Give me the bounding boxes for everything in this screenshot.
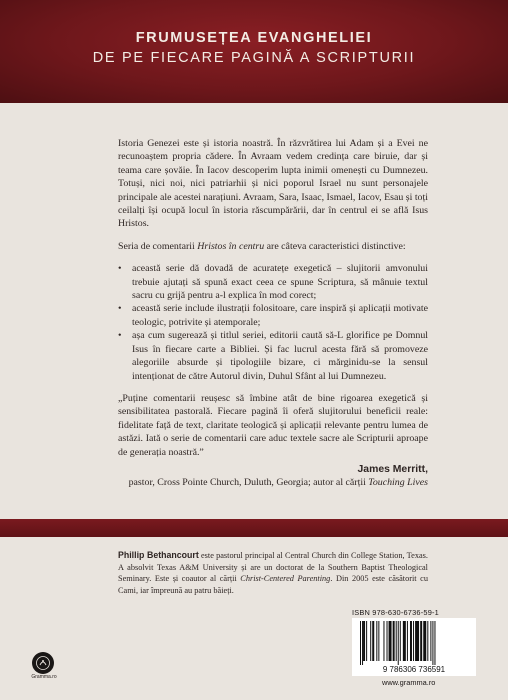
list-item: • această serie dă dovadă de acuratețe exegetică – slujitorii amvonului trebuie ajutați să spună exact ceea ce spune Scriptura, să mânuie textul sacru cu grijă pentru a-l explica în mod corect; [118,262,428,302]
isbn-label: ISBN 978-630-6736-59-1 [352,608,439,617]
barcode-bar [363,621,365,661]
publisher-logo-icon [32,652,54,674]
endorsement-role-text: pastor, Cross Pointe Church, Duluth, Georgia; autor al cărții [128,477,369,489]
barcode-bar [420,621,422,661]
barcode-bar [396,621,397,661]
barcode-bar [383,621,384,661]
barcode-bar [410,621,412,661]
series-text-before: Seria de comentarii [118,240,198,252]
divider-band [0,519,508,537]
header-band [0,0,508,103]
barcode-bar [432,621,433,665]
publisher-website: www.gramma.ro [382,678,436,687]
barcode-bar [360,621,361,665]
barcode-bar [389,621,392,661]
list-item: • această serie include ilustrații folositoare, care inspiră și aplicații motivate teologic, potrivite și atemporale; [118,302,428,329]
barcode-icon [352,618,476,676]
barcode-bar [393,621,395,661]
barcode-bar [407,621,408,661]
bio-text-a: este pastorul principal al Central Church din College Station, Texas. A absolvit Texas A&M University și are un doctorat de la Southern Baptist Theological Seminary. Este și coautor al cărții [118,551,428,584]
endorsement-author-block [118,463,428,490]
barcode-bar [434,621,435,665]
barcode-bar [415,621,419,661]
publisher-logo-text: Gramma.ro [31,674,57,680]
series-text-after: are câteva caracteristici distinctive: [264,240,406,252]
author-bio [118,550,428,596]
barcode [352,618,476,676]
barcode-bar [362,621,363,665]
barcode-bar [430,621,431,661]
barcode-bar [413,621,414,661]
endorsement-book: Touching Lives [368,477,428,489]
publisher-emblem-icon [35,655,51,671]
header-subtitle: DE PE FIECARE PAGINĂ A SCRIPTURII [92,50,416,66]
barcode-bar [423,621,426,661]
barcode-bar [398,621,399,665]
bio-book: Christ-Centered Parenting [240,574,331,584]
barcode-bar [376,621,377,661]
endorsement-role [118,476,428,489]
barcode-digits: 9 786306 736591 [382,665,446,674]
endorsement-author: James Merritt, [357,463,428,475]
barcode-bar [427,621,428,661]
series-title: Hristos în centru [197,240,265,252]
main-text [118,137,428,490]
bio-text-b: . Din 2005 este căsătorit cu Cami, iar împreună au patru băieți. [118,574,428,595]
barcode-bar [403,621,406,661]
barcode-bar [400,621,401,661]
list-item: • așa cum sugerează și titlul seriei, editorii caută să-L glorifice pe Domnul Isus în fiecare carte a Bibliei. Și fac lucrul acesta fără să promoveze alegoriile absurde și tipologiile bizare, ci mărginidu-se la sensul intenționat de către Autorul divin, Duhul Sfânt al lui Dumnezeu. [118,329,428,383]
intro-paragraph: Istoria Genezei este și istoria noastră. În răzvrătirea lui Adam și a Evei ne recunoaștem propria cădere. În Avraam vedem credința care biruie, dar și teama care șovăie. În Iacov descoperim lupta inimii omenești cu Dumnezeu. Totuși, nici noi, nici patriarhii și nici poporul Israel nu sunt personajele principale ale acestei narațiuni. Avraam, Sara, Isaac, Ismael, Iacov, Esau și toți ceilalți își ocupă locul în istoria răscumpărării, dar în centrul ei se află Isus Hristos. [118,138,428,230]
author-name: Phillip Bethancourt [118,550,199,560]
header-title: FRUMUSEȚEA EVANGHELIEI [135,30,373,46]
barcode-bar [387,621,388,661]
endorsement-quote: „Puține comentarii reușesc să îmbine atât de bine rigoarea exegetică și sensibilitatea pastorală. Fiecare pagină îi oferă slujitorului beneficii reale: fidelitate față de text, claritate teologică și aplicații relevante pentru lumea de astăzi. Iată o serie de comentarii care aduc textele sacre ale Scripturii aproape de generația noastră.” [118,392,428,458]
barcode-bar [372,621,374,661]
barcode-bar [378,621,379,661]
barcode-bar [370,621,371,661]
barcode-bar [366,621,367,661]
feature-list [118,262,428,383]
series-paragraph [118,240,428,253]
